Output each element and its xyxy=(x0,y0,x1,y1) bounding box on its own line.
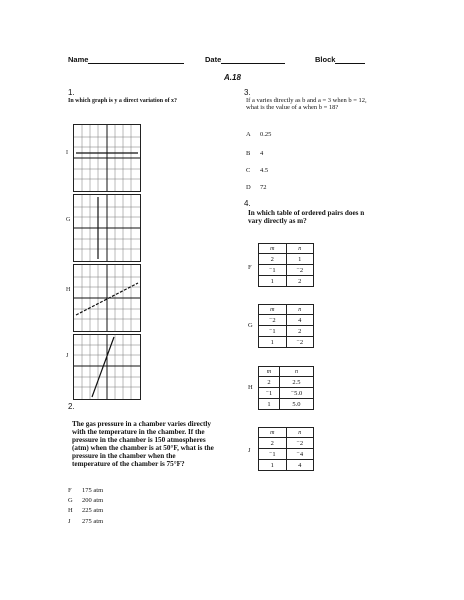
q4-table-j[interactable] xyxy=(258,427,314,471)
col-header-n: n xyxy=(286,428,314,438)
table-row: ⁻2 4 xyxy=(259,315,314,326)
q3-text: If a varies directly as b and a = 3 when b = 12, what is the value of a when b = 18? xyxy=(246,97,367,112)
name-label: Name xyxy=(68,55,89,64)
table-row: 1 4 xyxy=(259,460,314,471)
q4-text: In which table of ordered pairs does n vary directly as m? xyxy=(248,209,365,225)
q1-number: 1. xyxy=(68,88,75,97)
table-row: 2 1 xyxy=(259,254,314,265)
q2-choice-f[interactable]: F 175 atm xyxy=(68,487,104,494)
q1-graph-i[interactable] xyxy=(73,124,141,192)
col-header-n: n xyxy=(279,367,313,377)
q2-choice-h[interactable]: H 225 atm xyxy=(68,507,104,514)
col-header-n: n xyxy=(286,305,314,315)
col-header-m: m xyxy=(259,305,287,315)
q1-text: In which graph is y a direct variation of x? xyxy=(68,98,178,104)
q3-choice-a[interactable]: A 0.25 xyxy=(246,131,272,138)
page-title: A.18 xyxy=(224,73,241,82)
table-row: ⁻1 ⁻5.0 xyxy=(259,388,314,399)
q3-choice-d[interactable]: D 72 xyxy=(246,184,267,191)
table-row: ⁻1 ⁻4 xyxy=(259,449,314,460)
q4-table-label: J xyxy=(248,447,251,454)
block-field[interactable] xyxy=(315,55,365,64)
q3-choice-c[interactable]: C 4.5 xyxy=(246,167,269,174)
col-header-m: m xyxy=(259,367,280,377)
q1-option-label: H xyxy=(66,287,71,293)
name-blank[interactable] xyxy=(88,56,184,64)
date-blank[interactable] xyxy=(221,56,285,64)
q3-number: 3. xyxy=(244,88,251,97)
name-field[interactable] xyxy=(68,55,184,64)
table-row: ⁻1 2 xyxy=(259,326,314,337)
table-row: 1 2 xyxy=(259,276,314,287)
q1-graph-g[interactable] xyxy=(73,194,141,262)
q4-table-h[interactable] xyxy=(258,366,314,410)
q3-choice-b[interactable]: B 4 xyxy=(246,150,264,157)
q2-number: 2. xyxy=(68,402,75,411)
q1-graph-j[interactable] xyxy=(73,334,141,400)
table-row: 2 ⁻2 xyxy=(259,438,314,449)
table-row: 1 ⁻2 xyxy=(259,337,314,348)
date-field[interactable] xyxy=(205,55,285,64)
q4-table-g[interactable] xyxy=(258,304,314,348)
col-header-m: m xyxy=(259,244,287,254)
q4-table-label: F xyxy=(248,264,252,271)
q2-choice-j[interactable]: J 275 atm xyxy=(68,518,104,525)
q2-choice-g[interactable]: G 200 atm xyxy=(68,497,104,504)
block-label: Block xyxy=(315,55,336,64)
q2-text: The gas pressure in a chamber varies directly with the temperature in the chamber. If the pressure in the chamber is 150 atmospheres (atm) when the chamber is at 50°F, what is the pressure in the chamber when the temperature of the chamber is 75°F? xyxy=(72,420,214,468)
table-row: 2 2.5 xyxy=(259,377,314,388)
q4-table-label: G xyxy=(248,322,253,329)
q1-option-label: G xyxy=(66,217,71,223)
col-header-n: n xyxy=(286,244,314,254)
block-blank[interactable] xyxy=(335,56,365,64)
table-row: 1 5.0 xyxy=(259,399,314,410)
q4-number: 4. xyxy=(244,199,251,208)
q1-graph-h[interactable] xyxy=(73,264,141,332)
q1-option-label: I xyxy=(66,150,68,156)
table-row: ⁻1 ⁻2 xyxy=(259,265,314,276)
q4-table-f[interactable] xyxy=(258,243,314,287)
q1-option-label: J xyxy=(66,353,69,359)
col-header-m: m xyxy=(259,428,287,438)
q4-table-label: H xyxy=(248,384,253,391)
date-label: Date xyxy=(205,55,222,64)
